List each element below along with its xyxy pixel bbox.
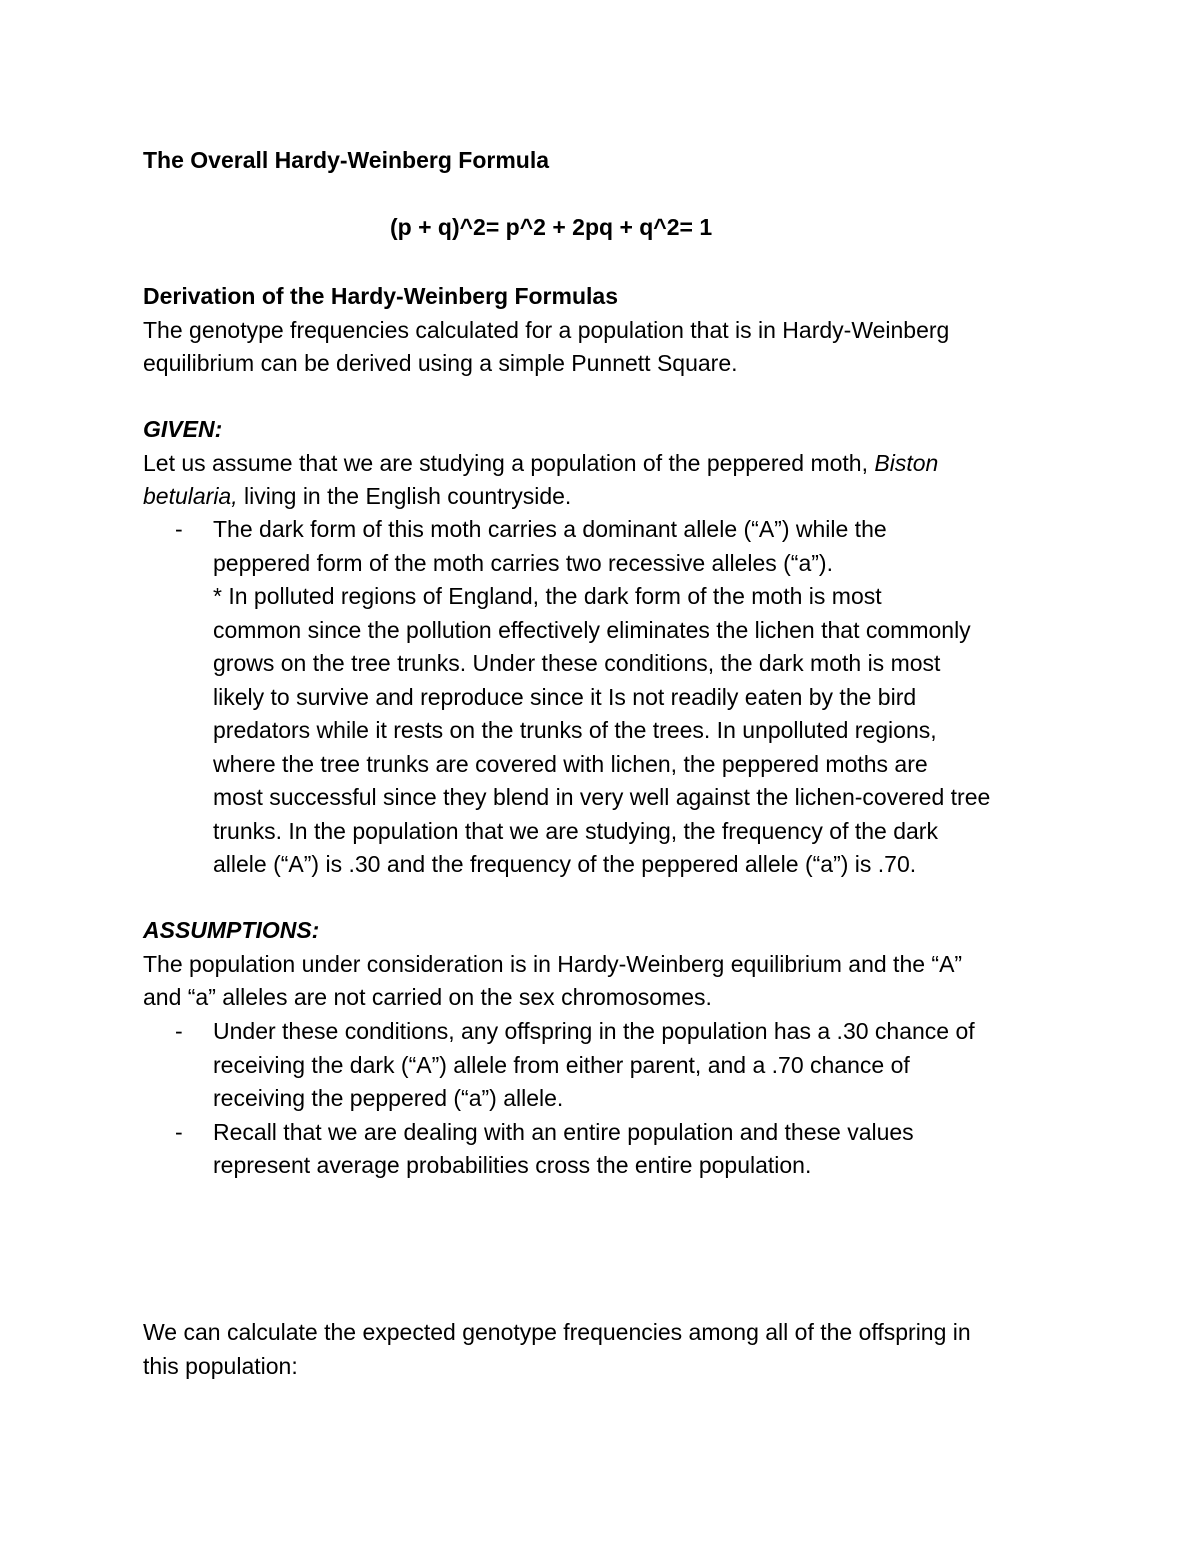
bullet-dash: - <box>175 516 183 542</box>
derivation-line: equilibrium can be derived using a simple Punnett Square. <box>143 350 738 376</box>
given-bullet-list <box>143 513 1073 882</box>
given-intro-text: living in the English countryside. <box>237 483 572 509</box>
bullet-line: receiving the peppered (“a”) allele. <box>213 1085 564 1111</box>
given-intro-line <box>143 480 1073 514</box>
assumptions-line: The population under consideration is in Hardy-Weinberg equilibrium and the “A” <box>143 950 963 977</box>
bullet-line: allele (“A”) is .30 and the frequency of the peppered allele (“a”) is .70. <box>213 851 917 877</box>
bullet-dash: - <box>175 1018 183 1044</box>
title-text: The Overall Hardy-Weinberg Formula <box>143 147 550 173</box>
bullet-line: likely to survive and reproduce since it Is not readily eaten by the bird <box>213 683 917 710</box>
bullet-line: common since the pollution effectively eliminates the lichen that commonly <box>213 616 971 643</box>
bullet-line: represent average probabilities cross the entire population. <box>213 1152 812 1178</box>
bullet-line: The dark form of this moth carries a dominant allele (“A”) while the <box>213 516 887 542</box>
given-intro-text: Let us assume that we are studying a population of the peppered moth, <box>143 449 875 476</box>
assumptions-bullet-list <box>143 1015 1073 1183</box>
document-title <box>143 144 1073 178</box>
derivation-section <box>143 280 1073 381</box>
derivation-heading: Derivation of the Hardy-Weinberg Formulas <box>143 283 618 309</box>
bullet-line: most successful since they blend in very well against the lichen-covered tree <box>213 784 991 810</box>
assumptions-section <box>143 914 1073 1015</box>
bullet-line: predators while it rests on the trunks of the trees. In unpolluted regions, <box>213 717 937 743</box>
species-name-part: Biston <box>874 449 939 476</box>
given-heading: GIVEN: <box>143 416 223 442</box>
bullet-line: * In polluted regions of England, the dark form of the moth is most <box>213 583 882 609</box>
hardy-weinberg-formula: (p + q)^2= p^2 + 2pq + q^2= 1 <box>390 214 713 240</box>
bullet-line: Recall that we are dealing with an entire population and these values <box>213 1118 914 1145</box>
species-name-part: betularia, <box>143 483 238 509</box>
assumptions-heading: ASSUMPTIONS: <box>143 917 320 943</box>
derivation-line: The genotype frequencies calculated for a population that is in Hardy-Weinberg <box>143 316 950 343</box>
closing-paragraph <box>143 1316 1073 1383</box>
given-section <box>143 413 1073 514</box>
bullet-line: Under these conditions, any offspring in the population has a .30 chance of <box>213 1018 975 1044</box>
assumptions-line: and “a” alleles are not carried on the sex chromosomes. <box>143 984 712 1010</box>
given-intro-line <box>143 447 1073 481</box>
closing-line: We can calculate the expected genotype frequencies among all of the offspring in <box>143 1319 971 1345</box>
assumptions-bullet <box>143 1015 1073 1116</box>
given-bullet <box>143 513 1073 882</box>
bullet-line: trunks. In the population that we are studying, the frequency of the dark <box>213 817 938 844</box>
bullet-line: receiving the dark (“A”) allele from either parent, and a .70 chance of <box>213 1051 910 1078</box>
bullet-line: where the tree trunks are covered with lichen, the peppered moths are <box>213 750 928 777</box>
closing-line: this population: <box>143 1352 298 1379</box>
assumptions-bullet <box>143 1116 1073 1183</box>
bullet-dash: - <box>175 1118 183 1145</box>
bullet-line: peppered form of the moth carries two recessive alleles (“a”). <box>213 549 833 576</box>
bullet-line: grows on the tree trunks. Under these conditions, the dark moth is most <box>213 650 941 676</box>
